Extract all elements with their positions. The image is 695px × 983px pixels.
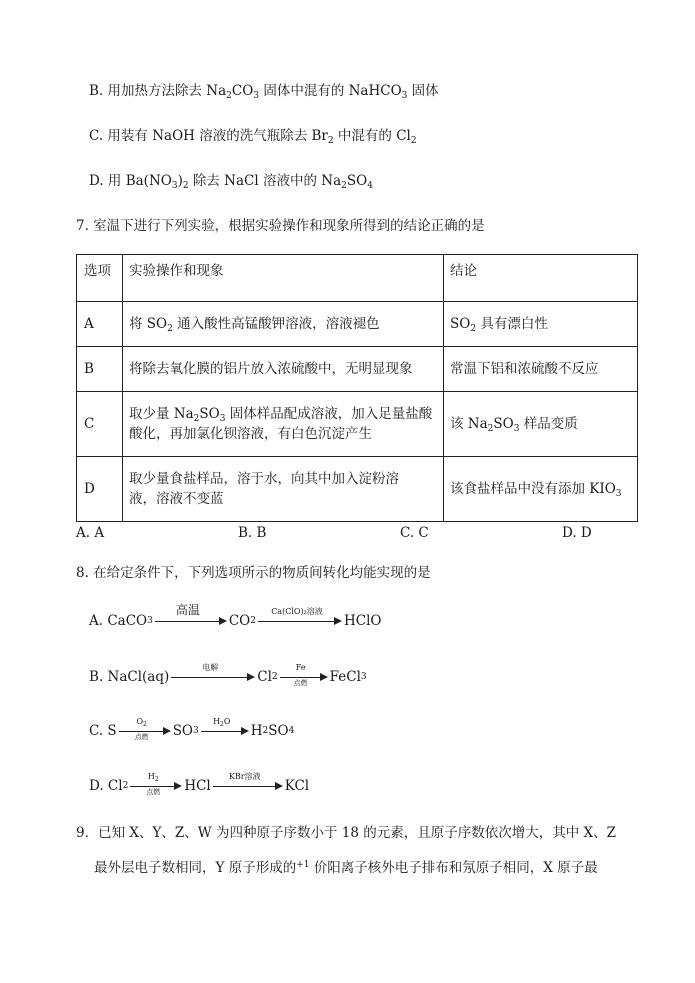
subscript: 2 xyxy=(410,136,417,146)
condition-below: 点燃 xyxy=(134,733,149,741)
subscript: 2 xyxy=(487,424,494,434)
superscript: +1 xyxy=(296,860,310,870)
reactant: C. S xyxy=(89,723,117,739)
q6-d-text: 除去 NaCl 溶液中的 Na xyxy=(188,173,342,189)
cell-text: 液，溶液不变蓝 xyxy=(129,491,224,507)
condition-above: 高温 xyxy=(175,603,200,617)
reaction-arrow xyxy=(130,773,182,799)
q8-option-b: B. NaCl(aq) 电解 Cl 2 Fe 点燃 FeCl 3 xyxy=(89,664,367,690)
condition-text: O xyxy=(223,717,231,726)
row-conclusion xyxy=(444,302,638,347)
subscript: 2 xyxy=(167,324,173,334)
q6-b-text: B. 用加热方法除去 Na xyxy=(89,83,227,99)
header-conclusion: 结论 xyxy=(444,255,638,302)
q9-text: 价阳离子核外电子排布和氖原子相同，X 原子最 xyxy=(309,860,598,876)
reaction-arrow xyxy=(280,664,328,690)
row-operation: 将除去氧化膜的铝片放入浓硫酸中，无明显现象 xyxy=(123,347,444,392)
q6-option-d xyxy=(89,172,373,190)
condition-text: O xyxy=(136,717,144,726)
cell-text: 酸化，再加氯化钡溶液，有白色沉淀产生 xyxy=(129,426,372,442)
q9-text: 最外层电子数相同，Y 原子形成的 xyxy=(94,860,297,876)
reaction-arrow xyxy=(201,718,249,744)
condition-below: 点燃 xyxy=(293,679,308,687)
product: FeCl xyxy=(329,669,361,685)
condition-above xyxy=(201,716,243,728)
row-option: C xyxy=(77,392,123,457)
q7-stem: 7. 室温下进行下列实验，根据实验操作和现象所得到的结论正确的是 xyxy=(76,218,485,234)
cell-text: 通入酸性高锰酸钾溶液，溶液褪色 xyxy=(172,316,380,332)
subscript: 4 xyxy=(367,181,373,191)
subscript: 2 xyxy=(143,721,147,728)
subscript: 2 xyxy=(154,776,159,783)
q6-d-text: D. 用 Ba(NO xyxy=(89,173,172,189)
subscript: 2 xyxy=(220,721,224,728)
subscript: 2 xyxy=(341,181,347,191)
subscript: 3 xyxy=(171,181,178,191)
q6-c-text: 中混有的 Cl xyxy=(333,128,411,144)
condition-text: H xyxy=(213,717,221,726)
reaction-arrow xyxy=(213,773,283,799)
reaction-arrow xyxy=(171,664,255,690)
subscript: 3 xyxy=(513,424,520,434)
table-row xyxy=(77,302,638,347)
reactant: A. CaCO xyxy=(89,613,148,629)
reaction-arrow xyxy=(119,718,171,744)
row-conclusion xyxy=(444,392,638,457)
row-operation xyxy=(123,457,444,522)
cell-text: SO xyxy=(199,406,220,422)
cell-text: 该 Na xyxy=(450,416,488,432)
q7-choice-d: D. D xyxy=(562,525,592,541)
subscript: 3 xyxy=(253,91,260,101)
table-row xyxy=(77,457,638,522)
reaction-arrow xyxy=(258,608,342,634)
row-option: A xyxy=(77,302,123,347)
condition-above: Fe xyxy=(295,663,306,672)
intermediate: SO xyxy=(172,723,194,739)
intermediate: HCl xyxy=(184,778,211,794)
header-operation: 实验操作和现象 xyxy=(123,255,444,302)
reactant: B. NaCl(aq) xyxy=(89,669,170,685)
table-row xyxy=(77,347,638,392)
condition-text: H xyxy=(147,772,155,781)
condition-above xyxy=(130,771,176,783)
q6-b-text: CO xyxy=(231,83,254,99)
subscript: 3 xyxy=(401,91,408,101)
q6-d-text: ) xyxy=(177,173,183,189)
q6-b-text: 固体 xyxy=(407,83,439,99)
subscript: 2 xyxy=(470,324,477,334)
q6-b-text: 固体中混有的 NaHCO xyxy=(259,83,402,99)
q7-choice-b: B. B xyxy=(238,525,267,541)
subscript: 2 xyxy=(226,91,232,101)
cell-text: 具有漂白性 xyxy=(476,316,548,332)
q8-option-c: C. S $O_2$ 点燃 SO 3 $H_2O$ H 2 SO 4 xyxy=(89,718,294,744)
q7-choice-a: A. A xyxy=(76,525,105,541)
q8-option-a: A. CaCO 3 高温 CO 2 Ca(ClO)₂溶液 HClO xyxy=(89,608,381,634)
q6-option-b xyxy=(89,82,439,100)
q6-option-c xyxy=(89,127,417,145)
q9-line-1: 9．已知 X、Y、Z、W 为四种原子序数小于 18 的元素，且原子序数依次增大，其中 X、Z xyxy=(76,825,616,841)
q9-line-2 xyxy=(94,859,598,877)
q8-option-d: D. Cl 2 $H_2$ 点燃 HCl KBr溶液 KCl xyxy=(89,773,309,799)
intermediate: Cl xyxy=(257,669,272,685)
subscript: 3 xyxy=(615,489,622,499)
row-conclusion: 常温下铝和浓硫酸不反应 xyxy=(444,347,638,392)
condition-above xyxy=(119,716,165,728)
intermediate: CO xyxy=(228,613,251,629)
table-header-row xyxy=(77,255,638,302)
table-row xyxy=(77,392,638,457)
row-operation xyxy=(123,392,444,457)
q7-choice-c: C. C xyxy=(400,525,429,541)
cell-text: 固体样品配成溶液，加入足量盐酸 xyxy=(225,406,433,422)
product: SO xyxy=(268,723,289,739)
q7-table xyxy=(76,254,638,522)
product: H xyxy=(250,723,263,739)
cell-text: 样品变质 xyxy=(519,416,578,432)
row-option: D xyxy=(77,457,123,522)
q6-d-text: SO xyxy=(346,173,368,189)
cell-text: 取少量 Na xyxy=(129,406,194,422)
row-conclusion xyxy=(444,457,638,522)
product: KCl xyxy=(284,778,310,794)
cell-text: SO xyxy=(493,416,514,432)
cell-text: SO xyxy=(450,316,471,332)
reactant: D. Cl xyxy=(89,778,123,794)
subscript: 2 xyxy=(193,414,200,424)
reaction-arrow xyxy=(155,603,227,634)
condition-above: Ca(ClO)₂溶液 xyxy=(271,607,323,616)
cell-text: 将 SO xyxy=(129,316,168,332)
q8-stem: 8. 在给定条件下，下列选项所示的物质间转化均能实现的是 xyxy=(76,565,431,581)
subscript: 2 xyxy=(182,181,189,191)
subscript: 2 xyxy=(327,136,334,146)
cell-text: 该食盐样品中没有添加 KIO xyxy=(450,481,616,497)
product: HClO xyxy=(343,613,382,629)
row-option: B xyxy=(77,347,123,392)
condition-above: KBr溶液 xyxy=(228,772,261,781)
cell-text: 取少量食盐样品，溶于水，向其中加入淀粉溶 xyxy=(129,471,399,487)
row-operation xyxy=(123,302,444,347)
condition-below: 点燃 xyxy=(146,788,161,796)
subscript: 3 xyxy=(219,414,226,424)
q6-c-text: C. 用装有 NaOH 溶液的洗气瓶除去 Br xyxy=(89,128,328,144)
condition-above: 电解 xyxy=(202,663,219,672)
header-option: 选项 xyxy=(77,255,123,302)
